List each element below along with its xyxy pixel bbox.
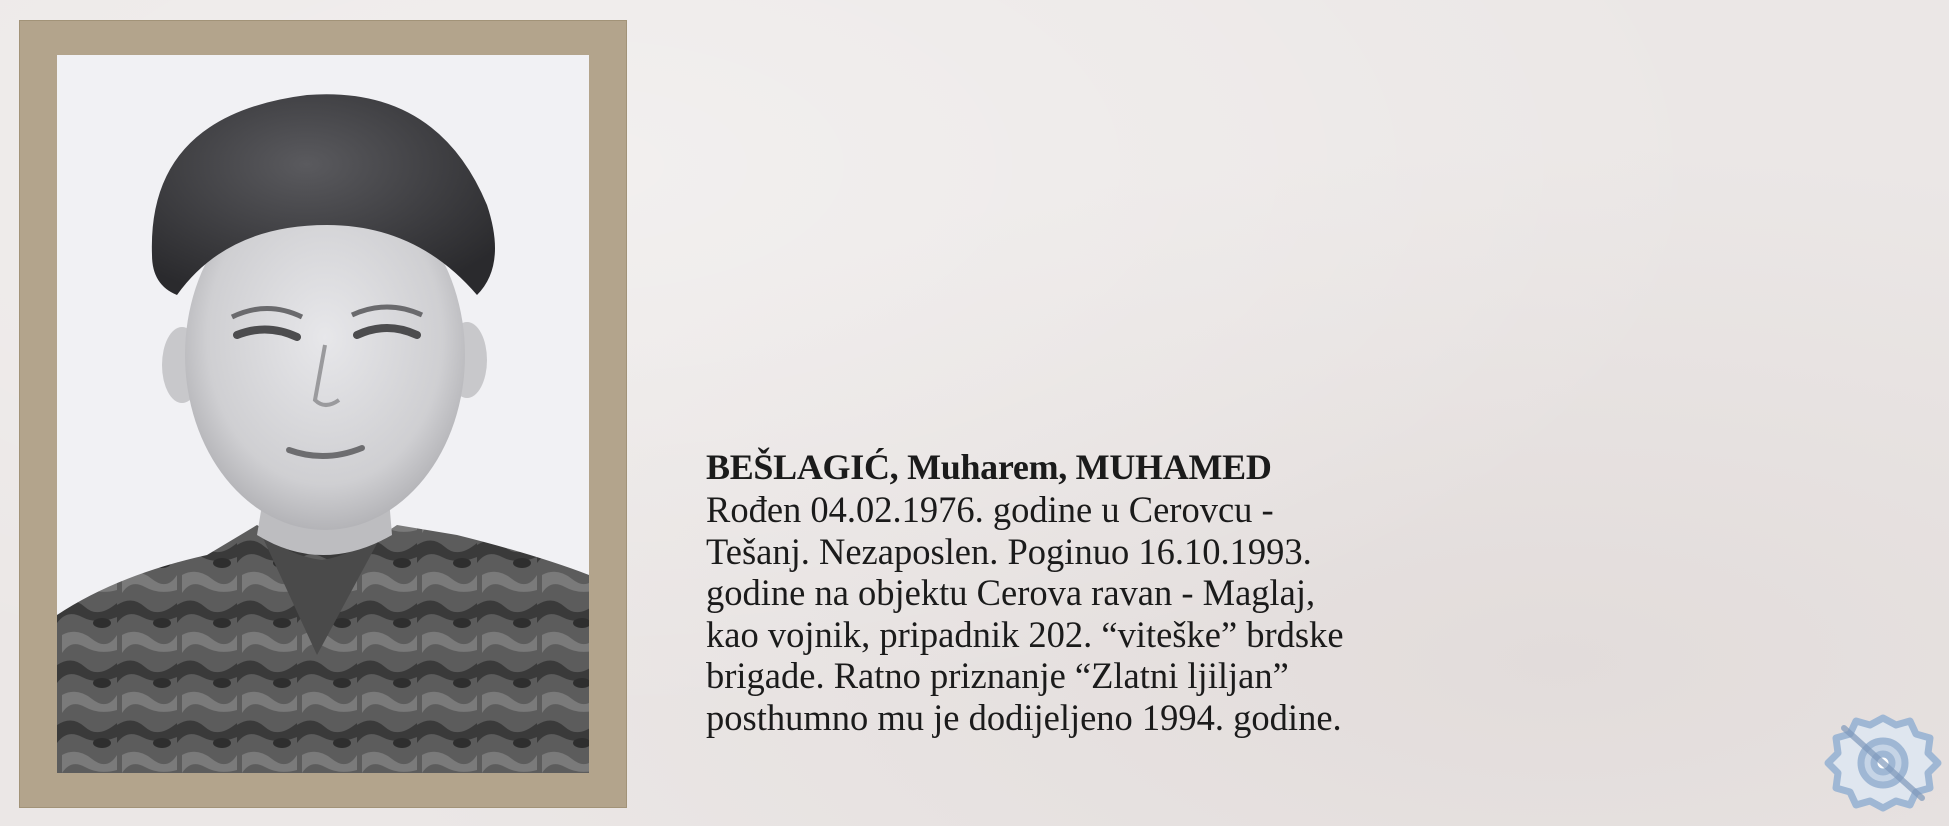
portrait-photo: [57, 55, 589, 773]
photo-frame: [19, 20, 627, 808]
portrait-illustration: [57, 55, 589, 773]
person-name: BEŠLAGIĆ, Muharem, MUHAMED: [706, 447, 1272, 487]
gear-logo-icon: [1824, 708, 1942, 818]
biography-line: posthumno mu je dodijeljeno 1994. godine.: [706, 696, 1342, 738]
biography-line: brigade. Ratno priznanje “Zlatni ljiljan”: [706, 655, 1289, 696]
biography-line: kao vojnik, pripadnik 202. “viteške” brdske: [706, 613, 1344, 655]
biography-line: Rođen 04.02.1976. godine u Cerovcu -: [706, 489, 1274, 530]
biography-text: [706, 489, 1466, 738]
biography-line: Tešanj. Nezaposlen. Poginuo 16.10.1993.: [706, 530, 1312, 572]
biography-line: godine na objektu Cerova ravan - Maglaj,: [706, 572, 1316, 613]
biography-entry: [706, 445, 1466, 738]
